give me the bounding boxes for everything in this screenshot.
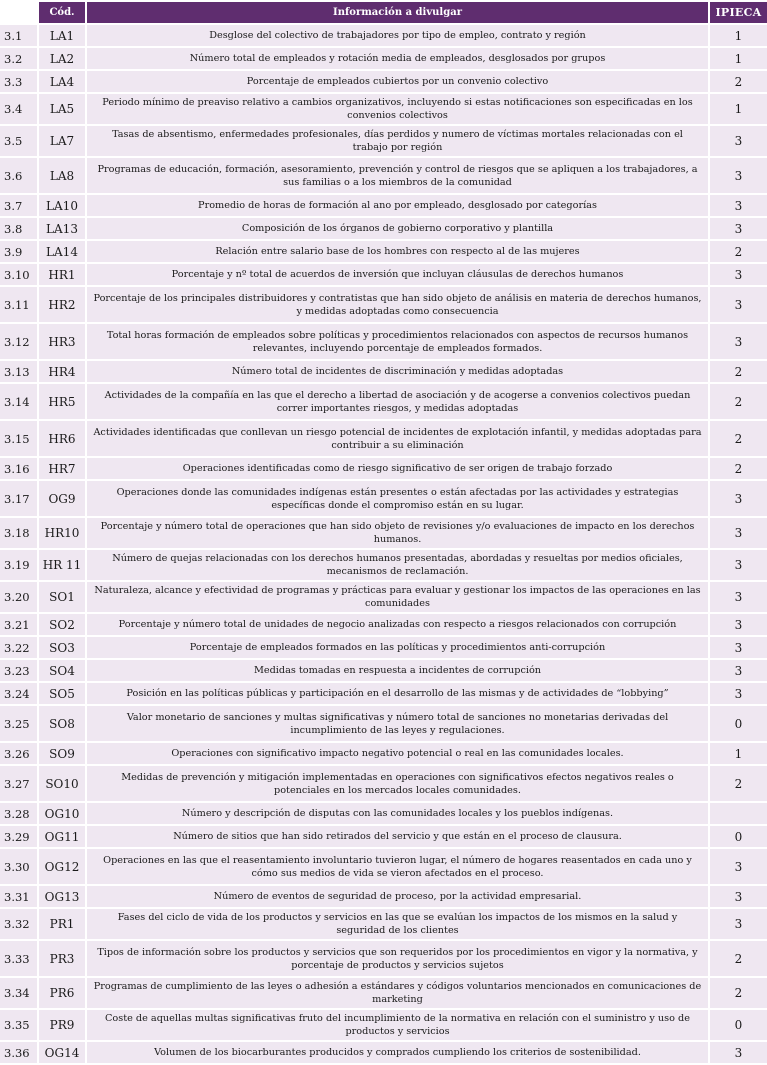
ipieca-level: 3 (708, 614, 767, 635)
row-number: 3.10 (0, 264, 37, 285)
indicator-code: OG14 (37, 1042, 85, 1063)
ipieca-level: 3 (708, 126, 767, 156)
indicator-code: OG13 (37, 886, 85, 907)
table-row (0, 158, 767, 193)
indicator-code: LA10 (37, 195, 85, 216)
row-number: 3.17 (0, 481, 37, 516)
indicator-description: Tasas de absentismo, enfermedades profesionales, días perdidos y numero de víctimas mortales relacionadas con el trabajo por región (85, 126, 708, 156)
row-number: 3.3 (0, 71, 37, 92)
table-row (0, 582, 767, 612)
row-number: 3.19 (0, 550, 37, 580)
ipieca-level: 3 (708, 1042, 767, 1063)
indicator-description: Medidas de prevención y mitigación implementadas en operaciones con significativos efectos negativos reales o potenciales en los mercados locales comunidades. (85, 766, 708, 801)
indicator-code: LA2 (37, 48, 85, 69)
table-row (0, 637, 767, 658)
indicator-description: Número y descripción de disputas con las comunidades locales y los pueblos indígenas. (85, 803, 708, 824)
row-number: 3.31 (0, 886, 37, 907)
ipieca-level: 3 (708, 324, 767, 359)
indicator-description: Tipos de información sobre los productos y servicios que son requeridos por los procedimientos en vigor y la normativa, y porcentaje de productos y servicios sujetos (85, 941, 708, 976)
indicator-code: LA4 (37, 71, 85, 92)
table-row (0, 660, 767, 681)
indicator-code: HR3 (37, 324, 85, 359)
indicator-code: SO3 (37, 637, 85, 658)
table-row (0, 264, 767, 285)
ipieca-level: 3 (708, 218, 767, 239)
indicator-description: Valor monetario de sanciones y multas significativas y número total de sanciones no monetarias derivadas del incumplimiento de las leyes y regulaciones. (85, 706, 708, 741)
ipieca-level: 2 (708, 941, 767, 976)
ipieca-level: 3 (708, 195, 767, 216)
ipieca-level: 2 (708, 978, 767, 1008)
indicator-description: Número de eventos de seguridad de proceso, por la actividad empresarial. (85, 886, 708, 907)
indicator-code: SO4 (37, 660, 85, 681)
row-number: 3.5 (0, 126, 37, 156)
indicator-code: OG10 (37, 803, 85, 824)
row-number: 3.26 (0, 743, 37, 764)
table-row (0, 126, 767, 156)
row-number: 3.20 (0, 582, 37, 612)
table-row (0, 706, 767, 741)
row-number: 3.15 (0, 421, 37, 456)
row-number: 3.11 (0, 287, 37, 322)
table-row (0, 683, 767, 704)
indicator-code: HR7 (37, 458, 85, 479)
indicator-description: Operaciones identificadas como de riesgo significativo de ser origen de trabajo forzado (85, 458, 708, 479)
table-row (0, 550, 767, 580)
ipieca-level: 3 (708, 550, 767, 580)
table-row (0, 849, 767, 884)
row-number: 3.12 (0, 324, 37, 359)
row-number: 3.35 (0, 1010, 37, 1040)
table-row (0, 826, 767, 847)
header-index (0, 2, 37, 23)
ipieca-level: 0 (708, 1010, 767, 1040)
indicator-code: PR3 (37, 941, 85, 976)
table-row (0, 94, 767, 124)
table-row (0, 218, 767, 239)
row-number: 3.34 (0, 978, 37, 1008)
indicator-description: Actividades identificadas que conllevan un riesgo potencial de incidentes de explotación infantil, y medidas adoptadas para contribuir a su eliminación (85, 421, 708, 456)
row-number: 3.23 (0, 660, 37, 681)
ipieca-level: 2 (708, 421, 767, 456)
ipieca-level: 3 (708, 264, 767, 285)
ipieca-level (708, 803, 767, 824)
table-row (0, 978, 767, 1008)
table-row (0, 361, 767, 382)
table-row (0, 481, 767, 516)
indicator-description: Porcentaje de empleados formados en las políticas y procedimientos anti-corrupción (85, 637, 708, 658)
table-row (0, 518, 767, 548)
indicator-description: Porcentaje y número total de unidades de negocio analizadas con respecto a riesgos relacionados con corrupción (85, 614, 708, 635)
table-row (0, 195, 767, 216)
indicator-description: Programas de cumplimiento de las leyes o adhesión a estándares y códigos voluntarios mencionados en comunicaciones de marketing (85, 978, 708, 1008)
table-row (0, 421, 767, 456)
row-number: 3.14 (0, 384, 37, 419)
indicator-description: Naturaleza, alcance y efectividad de programas y prácticas para evaluar y gestionar los impactos de las operaciones en las comunidades (85, 582, 708, 612)
ipieca-level: 3 (708, 849, 767, 884)
table-header (0, 2, 767, 23)
indicator-description: Coste de aquellas multas significativas fruto del incumplimiento de la normativa en relación con el suministro y uso de productos y servicios (85, 1010, 708, 1040)
ipieca-level: 0 (708, 826, 767, 847)
indicator-description: Total horas formación de empleados sobre políticas y procedimientos relacionados con aspectos de recursos humanos relevantes, incluyendo porcentaje de empleados formados. (85, 324, 708, 359)
ipieca-level: 3 (708, 518, 767, 548)
ipieca-level: 3 (708, 683, 767, 704)
row-number: 3.30 (0, 849, 37, 884)
ipieca-level: 2 (708, 241, 767, 262)
table-row (0, 743, 767, 764)
row-number: 3.27 (0, 766, 37, 801)
indicator-code: LA1 (37, 25, 85, 46)
row-number: 3.7 (0, 195, 37, 216)
row-number: 3.21 (0, 614, 37, 635)
ipieca-level: 3 (708, 637, 767, 658)
ipieca-level: 2 (708, 384, 767, 419)
table-row (0, 803, 767, 824)
ipieca-level: 1 (708, 25, 767, 46)
indicator-code: SO2 (37, 614, 85, 635)
indicator-description: Desglose del colectivo de trabajadores por tipo de empleo, contrato y región (85, 25, 708, 46)
indicator-code: HR5 (37, 384, 85, 419)
indicator-code: HR1 (37, 264, 85, 285)
indicator-description: Porcentaje de los principales distribuidores y contratistas que han sido objeto de análisis en materia de derechos humanos, y medidas adoptadas como consecuencia (85, 287, 708, 322)
header-info: Información a divulgar (85, 2, 708, 23)
indicator-description: Relación entre salario base de los hombres con respecto al de las mujeres (85, 241, 708, 262)
table-row (0, 909, 767, 939)
indicator-description: Posición en las políticas públicas y participación en el desarrollo de las mismas y de actividades de “lobbying” (85, 683, 708, 704)
table-row (0, 287, 767, 322)
indicator-code: SO5 (37, 683, 85, 704)
indicator-code: SO10 (37, 766, 85, 801)
ipieca-level: 1 (708, 743, 767, 764)
ipieca-level: 2 (708, 458, 767, 479)
indicator-code: SO8 (37, 706, 85, 741)
ipieca-level: 3 (708, 582, 767, 612)
row-number: 3.4 (0, 94, 37, 124)
indicator-description: Promedio de horas de formación al ano por empleado, desglosado por categorías (85, 195, 708, 216)
table-row (0, 25, 767, 46)
ipieca-level: 1 (708, 94, 767, 124)
row-number: 3.2 (0, 48, 37, 69)
indicator-description: Medidas tomadas en respuesta a incidentes de corrupción (85, 660, 708, 681)
table-row (0, 614, 767, 635)
ipieca-level: 1 (708, 48, 767, 69)
ipieca-level: 0 (708, 706, 767, 741)
table-row (0, 1042, 767, 1063)
row-number: 3.32 (0, 909, 37, 939)
row-number: 3.36 (0, 1042, 37, 1063)
header-row (0, 2, 767, 23)
ipieca-level: 3 (708, 287, 767, 322)
indicator-description: Periodo mínimo de preaviso relativo a cambios organizativos, incluyendo si estas notificaciones son especificadas en los convenios colectivos (85, 94, 708, 124)
indicator-code: LA13 (37, 218, 85, 239)
indicator-description: Operaciones en las que el reasentamiento involuntario tuvieron lugar, el número de hogares reasentados en cada uno y cómo sus medios de vida se vieron afectados en el proceso. (85, 849, 708, 884)
indicator-description: Porcentaje y nº total de acuerdos de inversión que incluyan cláusulas de derechos humanos (85, 264, 708, 285)
header-code: Cód. (37, 2, 85, 23)
indicator-description: Programas de educación, formación, asesoramiento, prevención y control de riesgos que se apliquen a los trabajadores, a sus familias o a los miembros de la comunidad (85, 158, 708, 193)
indicator-code: HR6 (37, 421, 85, 456)
indicator-description: Actividades de la compañía en las que el derecho a libertad de asociación y de acogerse a convenios colectivos puedan correr importantes riesgos, y medidas adoptadas (85, 384, 708, 419)
indicator-code: SO1 (37, 582, 85, 612)
indicator-description: Número de quejas relacionadas con los derechos humanos presentadas, abordadas y resueltas por medios oficiales, mecanismos de reclamación. (85, 550, 708, 580)
row-number: 3.28 (0, 803, 37, 824)
ipieca-level: 2 (708, 361, 767, 382)
indicator-code: SO9 (37, 743, 85, 764)
table-row (0, 48, 767, 69)
indicator-code: OG9 (37, 481, 85, 516)
table-row (0, 766, 767, 801)
indicator-description: Fases del ciclo de vida de los productos y servicios en las que se evalúan los impactos de los mismos en la salud y seguridad de los clientes (85, 909, 708, 939)
indicator-description: Porcentaje de empleados cubiertos por un convenio colectivo (85, 71, 708, 92)
table-body (0, 25, 767, 1063)
table-row (0, 886, 767, 907)
ipieca-level: 2 (708, 71, 767, 92)
indicator-code: HR 11 (37, 550, 85, 580)
row-number: 3.24 (0, 683, 37, 704)
indicator-code: OG12 (37, 849, 85, 884)
ipieca-level: 3 (708, 886, 767, 907)
indicator-code: LA5 (37, 94, 85, 124)
row-number: 3.16 (0, 458, 37, 479)
row-number: 3.6 (0, 158, 37, 193)
indicator-description: Número total de incidentes de discriminación y medidas adoptadas (85, 361, 708, 382)
indicator-code: HR10 (37, 518, 85, 548)
table-row (0, 1010, 767, 1040)
table-row (0, 384, 767, 419)
indicator-code: HR2 (37, 287, 85, 322)
ipieca-level: 3 (708, 660, 767, 681)
row-number: 3.18 (0, 518, 37, 548)
table-row (0, 71, 767, 92)
row-number: 3.1 (0, 25, 37, 46)
indicator-description: Volumen de los biocarburantes producidos y comprados cumpliendo los criterios de sostenibilidad. (85, 1042, 708, 1063)
ipieca-level: 3 (708, 909, 767, 939)
indicator-code: LA7 (37, 126, 85, 156)
row-number: 3.25 (0, 706, 37, 741)
table-row (0, 324, 767, 359)
row-number: 3.9 (0, 241, 37, 262)
table-row (0, 941, 767, 976)
row-number: 3.29 (0, 826, 37, 847)
indicator-code: LA14 (37, 241, 85, 262)
header-ipieca: IPIECA (708, 2, 767, 23)
row-number: 3.8 (0, 218, 37, 239)
indicator-code: PR9 (37, 1010, 85, 1040)
indicator-code: PR6 (37, 978, 85, 1008)
row-number: 3.33 (0, 941, 37, 976)
indicator-description: Número de sitios que han sido retirados del servicio y que están en el proceso de clausura. (85, 826, 708, 847)
indicator-description: Operaciones donde las comunidades indígenas están presentes o están afectadas por las actividades y estrategias específicas donde el compromiso están en su lugar. (85, 481, 708, 516)
indicator-code: LA8 (37, 158, 85, 193)
indicator-description: Porcentaje y número total de operaciones que han sido objeto de revisiones y/o evaluaciones de impacto en los derechos humanos. (85, 518, 708, 548)
row-number: 3.22 (0, 637, 37, 658)
ipieca-level: 3 (708, 481, 767, 516)
indicator-description: Operaciones con significativo impacto negativo potencial o real en las comunidades locales. (85, 743, 708, 764)
indicator-code: PR1 (37, 909, 85, 939)
ipieca-level: 2 (708, 766, 767, 801)
indicator-description: Número total de empleados y rotación media de empleados, desglosados por grupos (85, 48, 708, 69)
ipieca-level: 3 (708, 158, 767, 193)
indicator-code: HR4 (37, 361, 85, 382)
row-number: 3.13 (0, 361, 37, 382)
table-row (0, 241, 767, 262)
indicator-description: Composición de los órganos de gobierno corporativo y plantilla (85, 218, 708, 239)
indicator-code: OG11 (37, 826, 85, 847)
table-row (0, 458, 767, 479)
